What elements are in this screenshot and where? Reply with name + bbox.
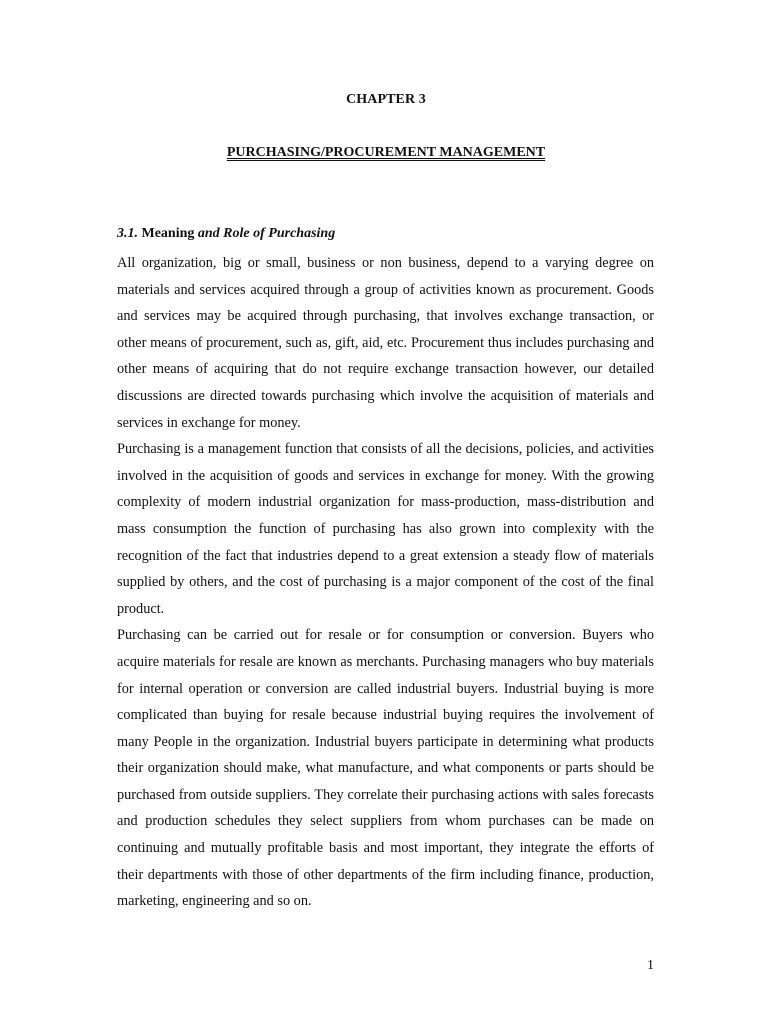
chapter-label: CHAPTER 3 xyxy=(346,92,426,107)
section-number: 3.1. xyxy=(117,226,138,241)
page-number: 1 xyxy=(647,958,654,973)
section-heading xyxy=(117,226,335,242)
paragraph-1: All organization, big or small, business or non business, depend to a varying degree on materials and services acquired through a group of activities known as procurement. Goods and services may be acquired through purchasing, that involves exchange transaction, or other means of procurement, such as, gift, aid, etc. Procurement thus includes purchasing and other means of acquiring that do not require exchange transaction however, our detailed discussions are directed towards purchasing which involve the acquisition of materials and services in exchange for money. xyxy=(117,255,654,431)
body-text xyxy=(117,250,654,915)
chapter-title-text: PURCHASING/PROCUREMENT MANAGEMENT xyxy=(226,145,546,160)
section-heading-lead: Meaning xyxy=(141,226,195,241)
section-heading-rest: and Role of Purchasing xyxy=(197,226,336,241)
chapter-title xyxy=(0,145,768,161)
paragraph-2: Purchasing is a management function that consists of all the decisions, policies, and activities involved in the acquisition of goods and services in exchange for money. With the growing complexity of modern industrial organization for mass-production, mass-distribution and mass consumption the function of purchasing has also grown into complexity with the recognition of the fact that industries depend to a great extension a steady flow of materials supplied by others, and the cost of purchasing is a major component of the cost of the final product. xyxy=(117,441,654,617)
paragraph-3: Purchasing can be carried out for resale or for consumption or conversion. Buyers who acquire materials for resale are known as merchants. Purchasing managers who buy materials for internal operation or conversion are called industrial buyers. Industrial buying is more complicated than buying for resale because industrial buying requires the involvement of many People in the organization. Industrial buyers participate in determining what products their organization should make, what manufacture, and what components or parts should be purchased from outside suppliers. They correlate their purchasing actions with sales forecasts and production schedules they select suppliers from whom purchases can be made on continuing and mutually profitable basis and most important, they integrate the efforts of their departments with those of other departments of the firm including finance, production, marketing, engineering and so on. xyxy=(117,627,654,910)
